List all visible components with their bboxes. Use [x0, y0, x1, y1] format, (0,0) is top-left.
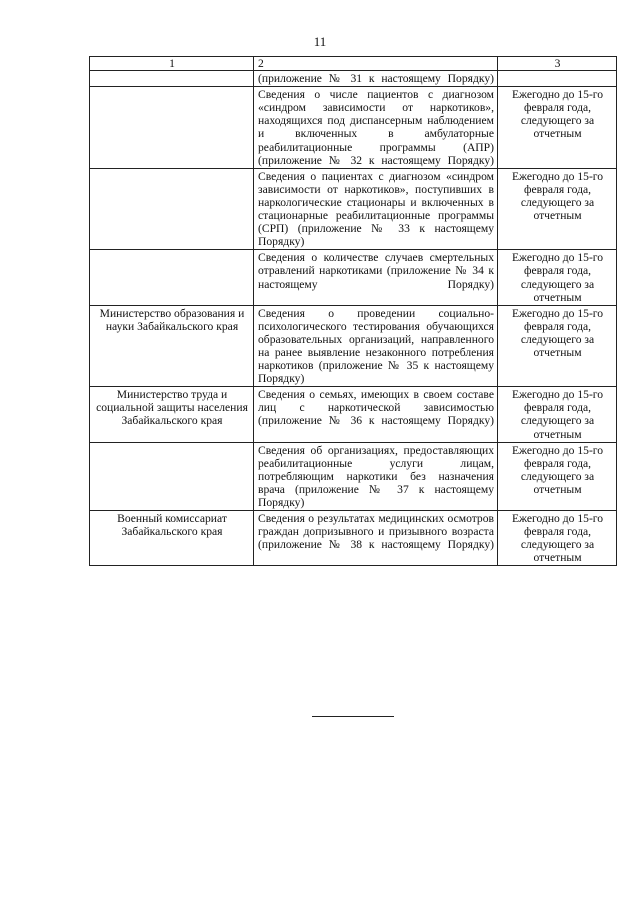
org-cell: Министерство труда и социальной защиты населения Забайкальского края	[90, 387, 254, 442]
info-cell	[254, 71, 498, 87]
org-cell	[90, 442, 254, 510]
info-cell	[254, 511, 498, 566]
page-number: 11	[313, 34, 327, 49]
column-header-1: 1	[90, 57, 254, 71]
info-cell	[254, 168, 498, 250]
org-cell: Военный комиссариат Забайкальского края	[90, 511, 254, 566]
info-text: Сведения о семьях, имеющих в своем составе лиц с наркотической зависимостью (приложение № 36 к настоящему Порядку)	[258, 388, 494, 428]
table-row	[90, 87, 617, 169]
org-cell	[90, 168, 254, 250]
table-row	[90, 511, 617, 566]
table-row	[90, 250, 617, 305]
deadline-cell: Ежегодно до 15-го февраля года, следующего за отчетным	[498, 250, 617, 305]
info-cell	[254, 250, 498, 305]
deadline-cell: Ежегодно до 15-го февраля года, следующего за отчетным	[498, 168, 617, 250]
table-row	[90, 71, 617, 87]
deadline-cell	[498, 71, 617, 87]
reporting-table	[89, 56, 617, 566]
org-cell	[90, 71, 254, 87]
org-cell	[90, 87, 254, 169]
deadline-cell: Ежегодно до 15-го февраля года, следующего за отчетным	[498, 387, 617, 442]
deadline-cell: Ежегодно до 15-го февраля года, следующего за отчетным	[498, 87, 617, 169]
info-cell	[254, 305, 498, 387]
info-text: Сведения о проведении социально-психологического тестирования обучающихся образовательных организаций, направленного на ранее выявление незаконного потребления наркотиков (приложение № 35 к настоящему Порядку)	[258, 306, 494, 386]
info-text: Сведения о пациентах с диагнозом «синдром зависимости от наркотиков», поступивших в наркологические стационары и включенных в стационарные реабилитационные программы (СРП) (приложение № 33 к настоящему Порядку)	[258, 169, 494, 249]
table-row	[90, 168, 617, 250]
table-header-row	[90, 57, 617, 71]
deadline-cell: Ежегодно до 15-го февраля года, следующего за отчетным	[498, 511, 617, 566]
info-text: Сведения о результатах медицинских осмотров граждан допризывного и призывного возраста (приложение № 38 к настоящему Порядку)	[258, 512, 494, 552]
info-text: Сведения о числе пациентов с диагнозом «синдром зависимости от наркотиков», находящихся под диспансерным наблюдением и включенных в амбулаторные реабилитационные программы (АПР) (приложение № 32 к настоящему Порядку)	[258, 88, 494, 167]
info-text: Сведения об организациях, предоставляющих реабилитационные услуги лицам, потребляющим наркотики без назначения врача (приложение № 37 к настоящему Порядку)	[258, 443, 494, 509]
column-header-3: 3	[498, 57, 617, 71]
column-header-2: 2	[254, 57, 498, 71]
table-row	[90, 305, 617, 387]
info-cell	[254, 442, 498, 510]
deadline-cell: Ежегодно до 15-го февраля года, следующего за отчетным	[498, 442, 617, 510]
info-text: (приложение № 31 к настоящему Порядку)	[258, 72, 494, 86]
info-text: Сведения о количестве случаев смертельных отравлений наркотиками (приложение № 34 к настоящему Порядку)	[258, 251, 494, 291]
info-cell	[254, 87, 498, 169]
org-cell: Министерство образования и науки Забайкальского края	[90, 305, 254, 387]
deadline-cell: Ежегодно до 15-го февраля года, следующего за отчетным	[498, 305, 617, 387]
table-row	[90, 442, 617, 510]
org-cell	[90, 250, 254, 305]
closing-divider	[312, 716, 394, 717]
info-cell	[254, 387, 498, 442]
table-row	[90, 387, 617, 442]
